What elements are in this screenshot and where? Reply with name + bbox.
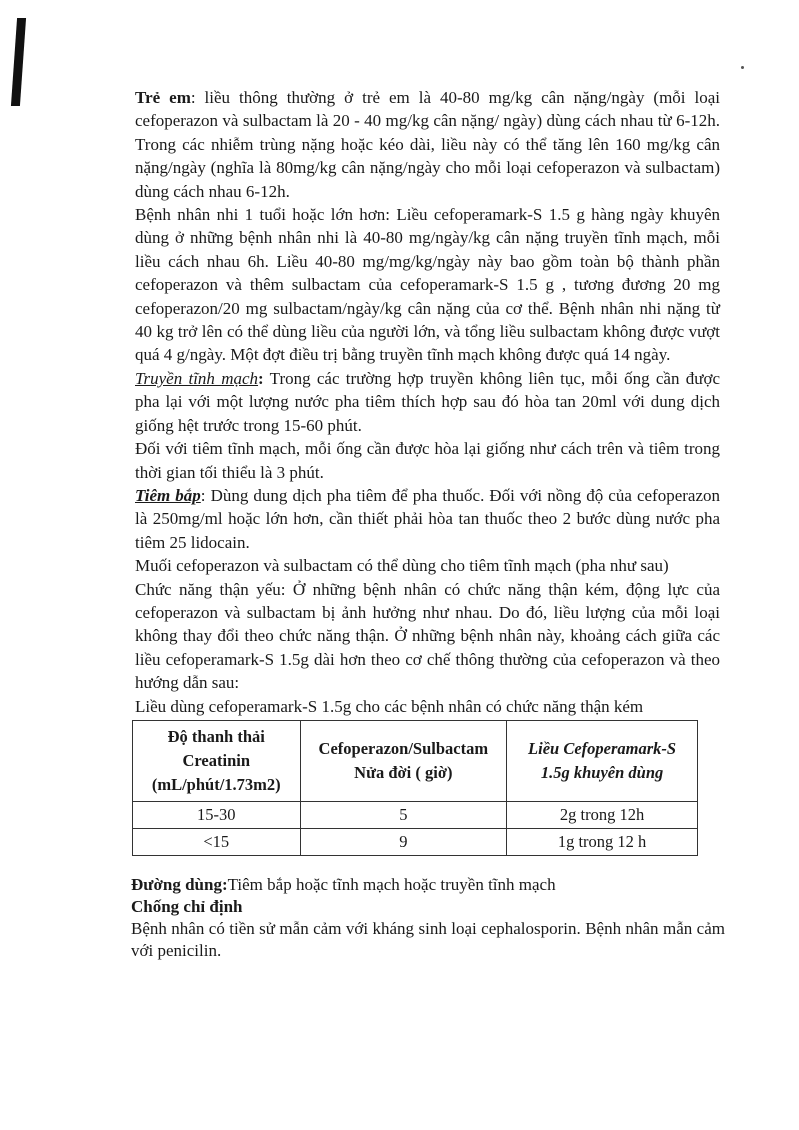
table-cell: 1g trong 12 h — [507, 828, 698, 855]
im-injection-label: Tiêm bắp — [135, 485, 201, 505]
children-text: : liều thông thường ở trẻ em là 40-80 mg/kg cân nặng/ngày (mỗi loại cefoperazon và sulbactam là 20 - 40 mg/kg cân nặng/ ngày) dùng cách nhau từ 6-12h. Trong các nhiễm trùng nặng hoặc kéo dài, liều này có thể tăng lên 160 mg/kg cân nặng/ngày (nghĩa là 80mg/kg cân nặng/ngày cho mỗi loại cefoperazon và sulbactam) dùng cách nhau 6-12h. — [135, 88, 721, 201]
table-cell: 5 — [300, 801, 507, 828]
scan-edge-mark — [11, 18, 26, 106]
table-cell: <15 — [133, 828, 301, 855]
route-text: Tiêm bắp hoặc tĩnh mạch hoặc truyền tĩnh mạch — [227, 874, 556, 894]
paragraph-salt-usage: Muối cefoperazon và sulbactam có thể dùng cho tiêm tĩnh mạch (pha như sau) — [135, 556, 669, 576]
table-row — [133, 828, 698, 855]
header-recommended-dose: Liều Cefoperamark-S 1.5g khuyên dùng — [507, 720, 698, 801]
table-row — [133, 801, 698, 828]
contraindications-heading: Chống chỉ định — [131, 896, 243, 916]
scan-speck — [741, 66, 744, 69]
iv-infusion-text: Trong các trường hợp truyền không liên tục, mỗi ống cần được pha lại với một lượng nước pha tiêm thích hợp sau đó hòa tan 20ml với dung dịch giống hệt trước trong 15-60 phút. — [135, 368, 720, 435]
table-cell: 9 — [300, 828, 507, 855]
route-of-administration — [131, 874, 725, 896]
paragraph-im-injection — [135, 484, 720, 554]
table-cell: 2g trong 12h — [507, 801, 698, 828]
iv-infusion-label: Truyền tĩnh mạch — [135, 368, 259, 388]
header-half-life: Cefoperazon/Sulbactam Nửa đời ( giờ) — [300, 720, 507, 801]
paragraph-pediatric-dosage: Bệnh nhân nhi 1 tuổi hoặc lớn hơn: Liều cefoperamark-S 1.5 g hàng ngày khuyên dùng ở những bệnh nhân nhi là 40-80 mg/ngày/kg cân nặng truyền tĩnh mạch, mỗi liều cách nhau 6h. Liều 40-80 mg/mg/kg/ngày này bao gồm toàn bộ thành phần cefoperazon và thêm sulbactam của cefoperamark-S 1.5 g , tương đương 20 mg cefoperazon/20 mg sulbactam/ngày/kg cân nặng của cơ thể. Bệnh nhân nhi nặng từ 40 kg trở lên có thể dùng liều của người lớn, và tổng liều sulbactam không được vượt quá 4 g/ngày. Một đợt điều trị bằng truyền tĩnh mạch không được quá 14 ngày. — [135, 205, 720, 365]
table-caption: Liều dùng cefoperamark-S 1.5g cho các bệnh nhân có chức năng thận kém — [135, 696, 644, 716]
paragraph-renal-impairment: Chức năng thận yếu: Ở những bệnh nhân có chức năng thận kém, động lực của cefoperazon và sulbactam bị ảnh hưởng như nhau. Do đó, liều lượng của mỗi loại không thay đổi theo chức năng thận. Ở những bệnh nhân này, khoảng cách giữa các liều cefoperamark-S 1.5g dài hơn theo cơ chế thông thường của cefoperazon và theo hướng dẫn sau: — [135, 579, 720, 693]
paragraph-children-dosage — [135, 86, 720, 203]
paragraph-iv-injection: Đối với tiêm tĩnh mạch, mỗi ống cần được hòa lại giống như cách trên và tiêm trong thời gian tối thiểu là 3 phút. — [135, 439, 720, 482]
im-injection-text: : Dùng dung dịch pha tiêm để pha thuốc. Đối với nồng độ của cefoperazon là 250mg/ml hoặc lớn hơn, cần thiết phải hòa tan thuốc theo 2 bước dùng nước pha tiêm 25 lidocain. — [135, 485, 720, 552]
route-label: Đường dùng: — [131, 874, 228, 894]
header-creatinine-clearance: Độ thanh thải Creatinin (mL/phút/1.73m2) — [133, 720, 301, 801]
document-body — [131, 86, 725, 962]
renal-dosage-table — [132, 720, 698, 856]
iv-infusion-colon: : — [258, 368, 264, 388]
table-header-row — [133, 720, 698, 801]
children-label: Trẻ em — [135, 88, 191, 107]
table-cell: 15-30 — [133, 801, 301, 828]
route-and-contraindications — [131, 874, 725, 962]
paragraph-iv-infusion — [135, 367, 720, 437]
contraindications-text: Bệnh nhân có tiền sử mẫn cảm với kháng sinh loại cephalosporin. Bệnh nhân mẫn cảm với penicilin. — [131, 918, 725, 960]
